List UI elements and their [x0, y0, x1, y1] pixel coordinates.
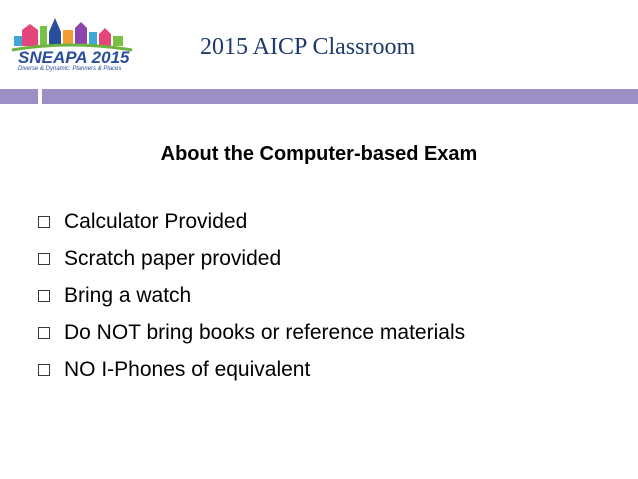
bullet-text: Scratch paper provided	[64, 246, 282, 270]
checkbox-square-icon	[38, 253, 50, 265]
logo-wordmark: SNEAPA 2015	[18, 48, 130, 67]
logo-tagline: Diverse & Dynamic: Planners & Places	[18, 66, 122, 72]
slide-header-title: 2015 AICP Classroom	[200, 34, 416, 60]
bullet-item	[38, 351, 465, 388]
bullet-text: Bring a watch	[64, 283, 192, 307]
bullet-text: Calculator Provided	[64, 209, 248, 233]
sneapa-logo	[10, 10, 135, 75]
bullet-text: NO I-Phones of equivalent	[64, 357, 311, 381]
checkbox-square-icon	[38, 290, 50, 302]
bullet-item	[38, 277, 465, 314]
slide-heading: About the Computer-based Exam	[160, 143, 478, 165]
accent-bar-left	[0, 89, 38, 104]
bullet-item	[38, 314, 465, 351]
accent-bar-right	[42, 89, 638, 104]
checkbox-square-icon	[38, 216, 50, 228]
bullet-list	[38, 203, 465, 388]
bullet-text: Do NOT bring books or reference materials	[64, 320, 466, 344]
checkbox-square-icon	[38, 364, 50, 376]
bullet-item	[38, 240, 465, 277]
checkbox-square-icon	[38, 327, 50, 339]
bullet-item	[38, 203, 465, 240]
